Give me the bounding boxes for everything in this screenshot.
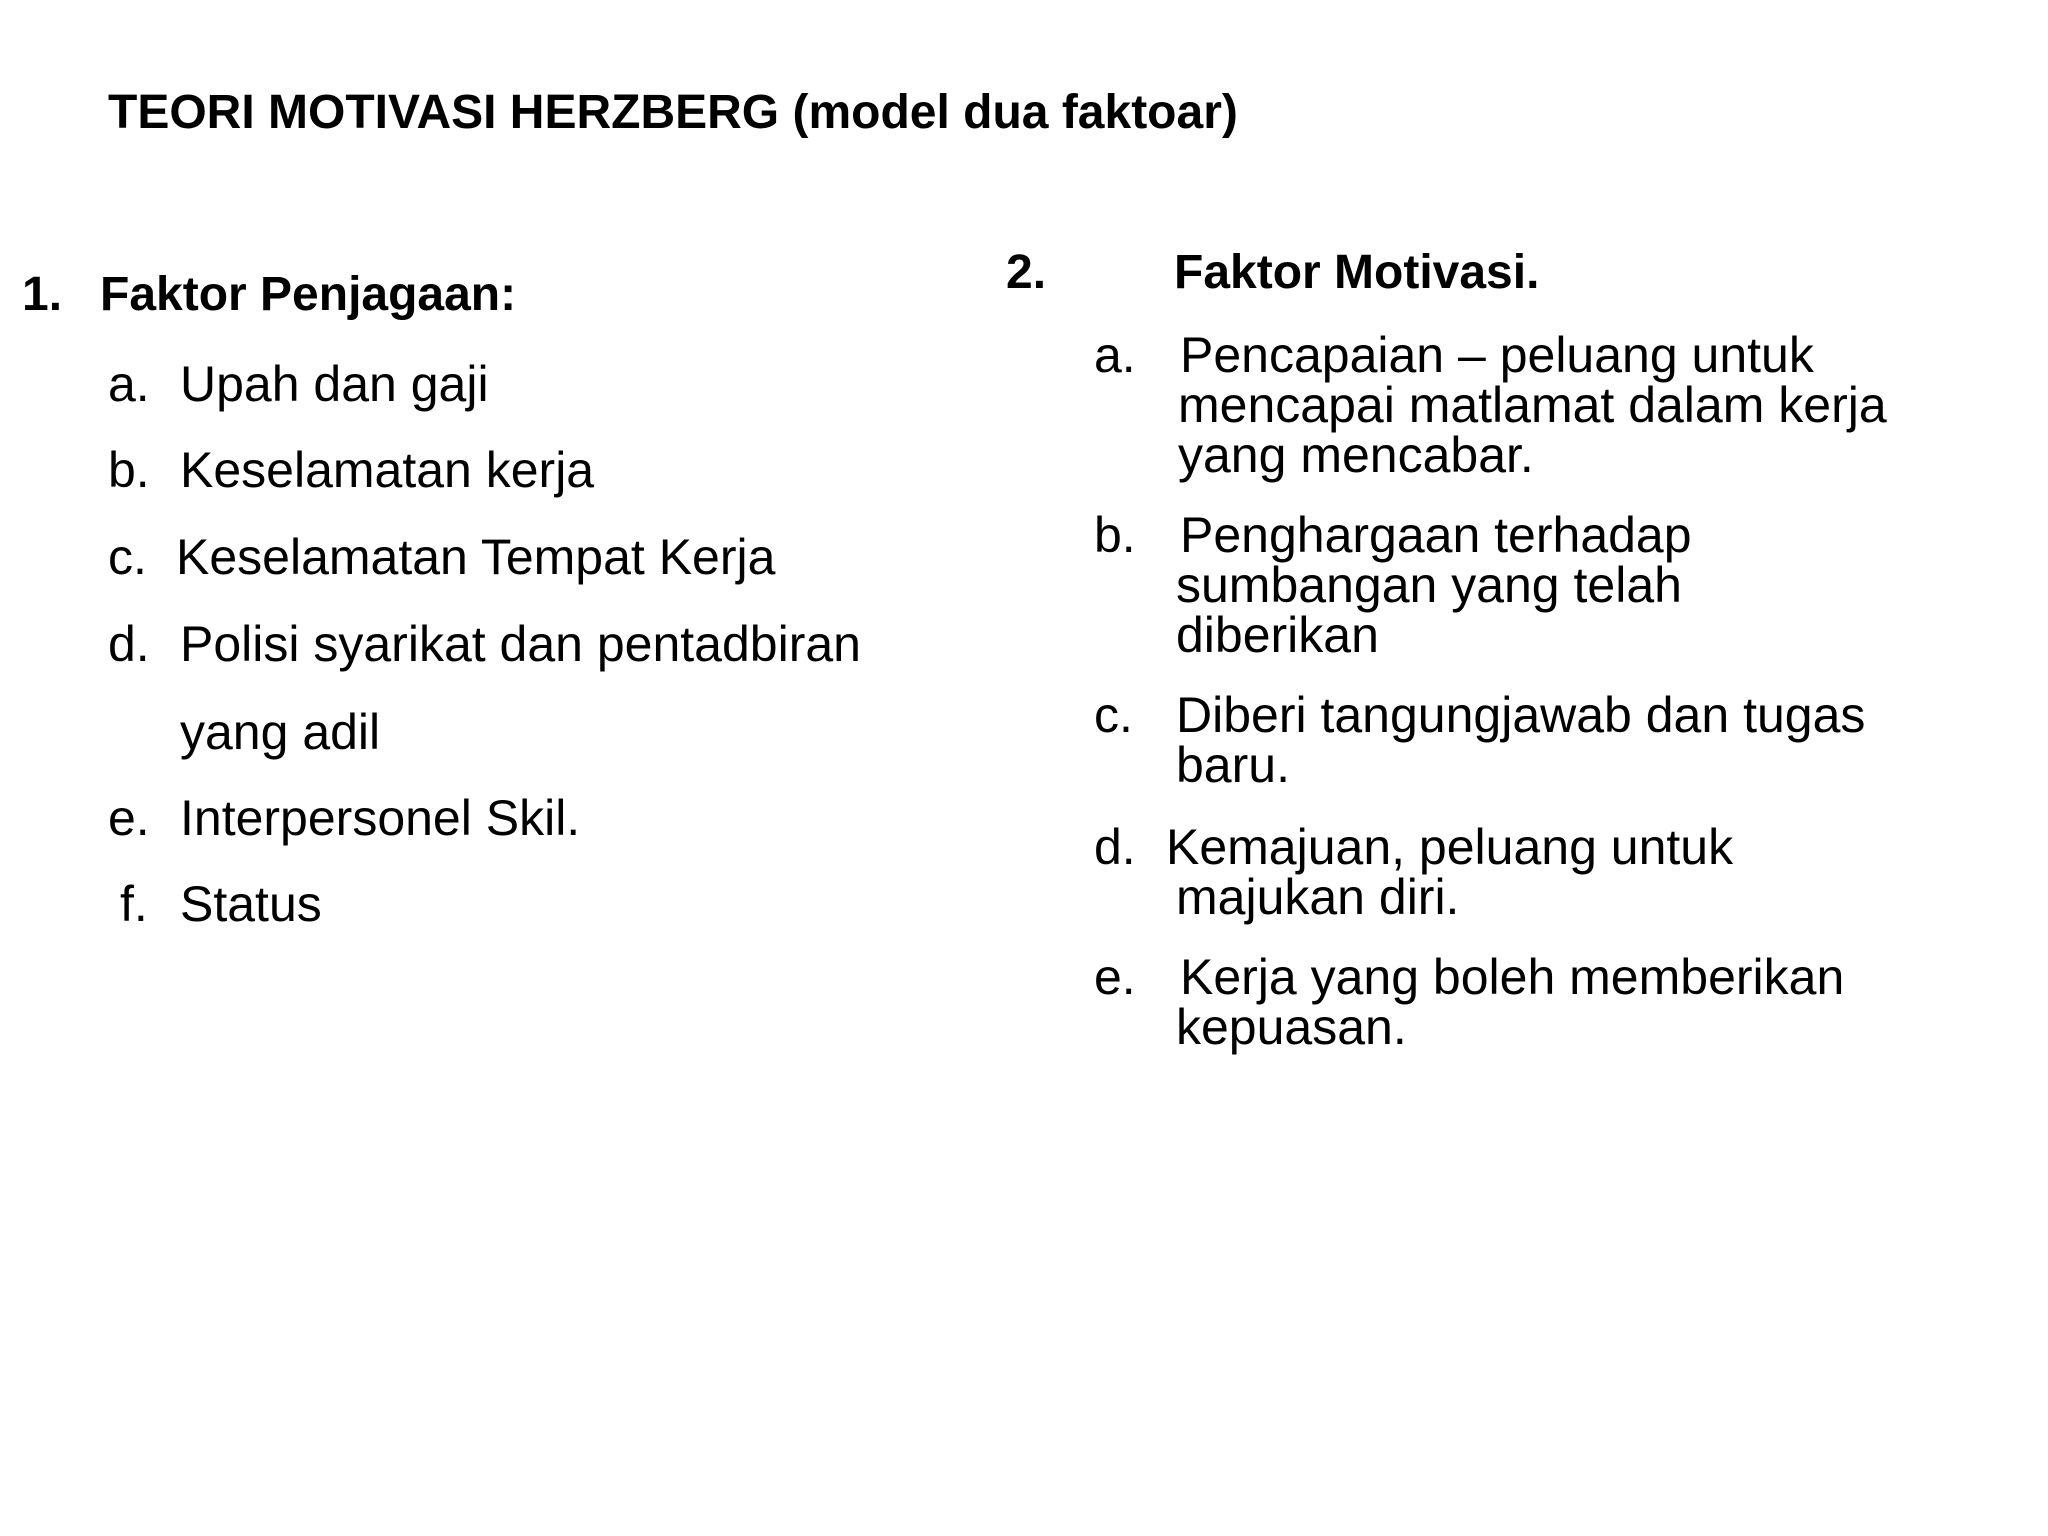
- right-item-letter: e.: [1094, 949, 1136, 1005]
- left-item-text: Upah dan gaji: [180, 356, 489, 412]
- right-item-line: diberikan: [1176, 607, 1379, 663]
- right-item-letter: d.: [1094, 819, 1136, 875]
- right-item-line: majukan diri.: [1176, 869, 1460, 925]
- right-item-a: [1094, 327, 1994, 483]
- left-item-letter: e.: [108, 790, 150, 846]
- left-item-e: [108, 788, 868, 848]
- right-item-text: [1176, 687, 2006, 793]
- right-item-e: [1094, 949, 1994, 1055]
- left-item-letter: d.: [108, 616, 150, 672]
- left-item-letter: b.: [108, 442, 150, 498]
- left-item-text: Keselamatan Tempat Kerja: [176, 529, 776, 585]
- right-item-letter: a.: [1094, 327, 1136, 383]
- left-heading-text: Faktor Penjagaan:: [100, 268, 517, 321]
- right-item-line: Kemajuan, peluang untuk: [1166, 819, 1734, 875]
- left-item-letter: a.: [108, 356, 150, 412]
- left-item-continuation: yang adil: [180, 704, 381, 760]
- left-item-a: [108, 354, 868, 414]
- left-item-b: [108, 440, 868, 500]
- slide-title: TEORI MOTIVASI HERZBERG (model dua faktoar): [108, 86, 1238, 139]
- left-item-f: [120, 874, 880, 934]
- left-item-letter: c.: [108, 529, 147, 585]
- left-item-text: Keselamatan kerja: [180, 442, 595, 498]
- right-item-letter: b.: [1094, 507, 1136, 563]
- right-heading-text: Faktor Motivasi.: [1174, 246, 1540, 299]
- left-heading-number: 1.: [22, 268, 63, 321]
- right-item-b: [1094, 507, 1994, 663]
- right-item-d: [1094, 819, 1994, 925]
- right-item-line: sumbangan yang telah: [1176, 557, 1682, 613]
- right-item-line: baru.: [1176, 737, 1290, 793]
- left-item-letter: f.: [120, 876, 148, 932]
- right-item-line: Diberi tangungjawab dan tugas: [1176, 687, 1866, 743]
- right-item-letter: c.: [1094, 687, 1133, 743]
- right-item-line: Penghargaan terhadap: [1180, 507, 1692, 563]
- right-item-text: [1176, 507, 2010, 663]
- right-item-text: [1176, 949, 2010, 1055]
- left-item-text: Polisi syarikat dan pentadbiran: [180, 616, 861, 672]
- right-heading-number: 2.: [1006, 246, 1047, 299]
- left-heading: [22, 266, 662, 324]
- left-item-c: [108, 527, 868, 587]
- right-item-line: kepuasan.: [1176, 999, 1407, 1055]
- right-item-line: mencapai matlamat dalam kerja: [1178, 377, 1887, 433]
- right-item-c: [1094, 687, 1994, 793]
- right-item-line: Kerja yang boleh memberikan: [1180, 949, 1845, 1005]
- right-item-line: yang mencabar.: [1178, 427, 1534, 483]
- right-item-text: [1178, 327, 2010, 483]
- left-item-text: Status: [180, 876, 322, 932]
- right-item-line: Pencapaian – peluang untuk: [1180, 327, 1814, 383]
- right-item-text: [1166, 819, 1996, 925]
- left-item-text: Interpersonel Skil.: [180, 790, 581, 846]
- right-heading: [1006, 244, 1706, 302]
- left-item-d: [108, 614, 988, 764]
